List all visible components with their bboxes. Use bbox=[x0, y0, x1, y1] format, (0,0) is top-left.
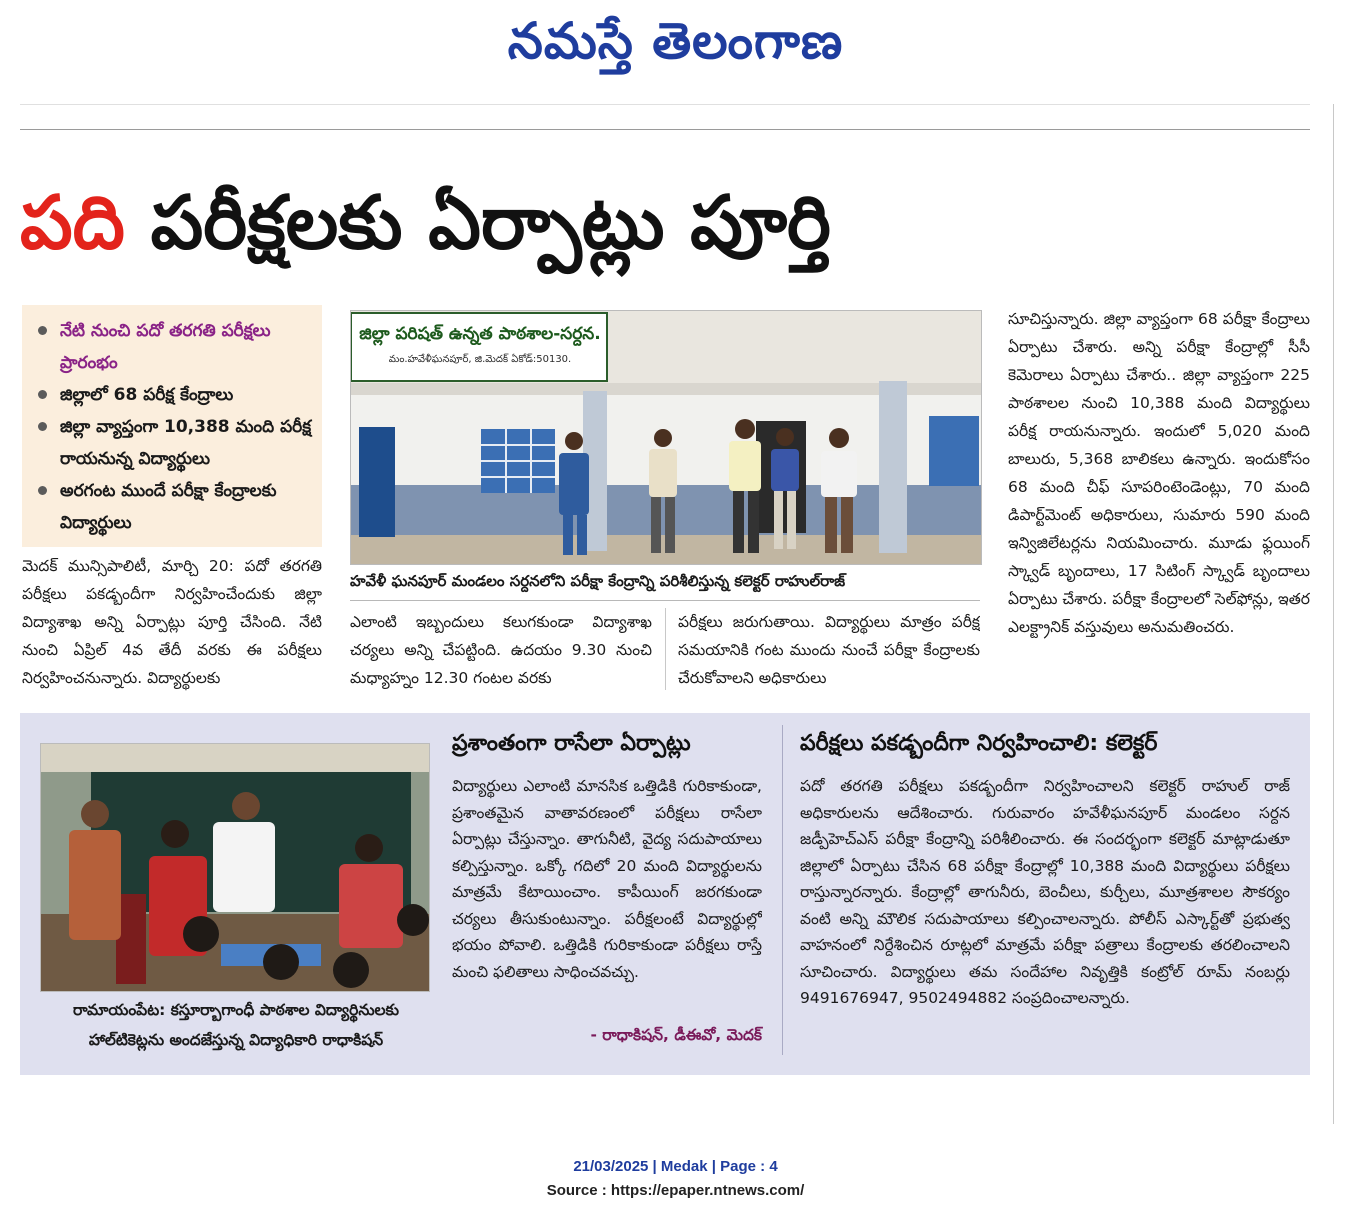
bottom-photo-caption: రామాయంపేట: కస్తూర్బాగాంధీ పాఠశాల విద్యార్థినులకు హాల్‌టికెట్లను అందజేస్తున్న విద్యాధికారి రాధాకిషన్ bbox=[72, 1001, 400, 1049]
page-right-rule bbox=[1333, 104, 1334, 1124]
school-inspection-photo bbox=[350, 310, 982, 565]
box-column-divider bbox=[782, 725, 783, 1055]
highlight-item: జిల్లాలో 68 పరీక్ష కేంద్రాలు bbox=[34, 379, 316, 411]
bullet-icon bbox=[38, 422, 47, 431]
article-column-4: సూచిస్తున్నారు. జిల్లా వ్యాప్తంగా 68 పరీక్షా కేంద్రాలు ఏర్పాటు చేశారు. అన్ని పరీక్షా కేంద్రాల్లో సీసీ కెమెరాలు ఏర్పాటు చేశారు.. జిల్లా వ్యాప్తంగా 225 పాఠశాలల నుంచి 10,388 మంది విద్యార్థులు పరీక్ష రాయనున్నారు. ఇందులో 5,020 మంది బాలురు, 5,368 బాలికలు ఉన్నారు. ఇందుకోసం 68 మంది చీఫ్ సూపరింటెండెంట్లు, 70 మంది డిపార్ట్‌మెంట్ అధికారులు, సుమారు 590 మంది ఇన్విజిలేటర్లను నియమించారు. మూడు ఫ్లయింగ్ స్క్వాడ్ బృందాలు, 17 సిటింగ్ స్క్వాడ్ బృందాలు ఏర్పాటు చేశారు. పరీక్షా కేంద్రాలలో సెల్‌ఫోన్లు, ఇతర ఎలక్ట్రానిక్ వస్తువులు అనుమతించరు. bbox=[1008, 310, 1310, 636]
caption-divider bbox=[350, 600, 980, 601]
quiet-exam-byline: - రాధాకిషన్, డీఈవో, మెదక్ bbox=[590, 1026, 762, 1044]
article-column-2: ఎలాంటి ఇబ్బందులు కలుగకుండా విద్యాశాఖ చర్యలు అన్ని చేపట్టింది. ఉదయం 9.30 నుంచి మధ్యాహ్నం 12.30 గంటల వరకు bbox=[350, 613, 652, 687]
highlight-item: అరగంట ముందే పరీక్షా కేంద్రాలకు విద్యార్థులు bbox=[34, 475, 316, 539]
quiet-exam-text: విద్యార్థులు ఎలాంటి మానసిక ఒత్తిడికి గురికాకుండా, ప్రశాంతమైన వాతావరణంలో పరీక్షలు రాసేలా ఏర్పాట్లు చేస్తున్నాం. తాగునీటి, వైద్య సదుపాయాలు కల్పిస్తున్నాం. ఒక్కో గదిలో 20 మంది విద్యార్థులను మాత్రమే కేటాయించాం. కాపీయింగ్ జరగకుండా చర్యలు తీసుకుంటున్నాం. పరీక్షలంటే విద్యార్థుల్లో భయం పోవాలి. ఒత్తిడికి గురికాకుండా పరీక్షలు రాస్తే మంచి ఫలితాలు సాధించవచ్చు. bbox=[452, 777, 762, 981]
collector-text: పదో తరగతి పరీక్షలు పకడ్బందీగా నిర్వహించాలని కలెక్టర్ రాహుల్ రాజ్ అధికారులను ఆదేశించారు. గురువారం హవేళీఘనపూర్ మండలం సర్దన జడ్పీహెచ్ఎస్ పరీక్షా కేంద్రాన్ని పరిశీలించారు. ఈ సందర్భంగా కలెక్టర్ మాట్లాడుతూ జిల్లాలో ఏర్పాటు చేసిన 68 పరీక్షా కేంద్రాల్లో 10,388 మంది విద్యార్థులు పరీక్షలు రాస్తున్నారన్నారు. కేంద్రాల్లో తాగునీరు, బెంచీలు, కుర్చీలు, మూత్రశాలల సౌకర్యం వంటి అన్ని మౌలిక సదుపాయాలు కల్పించాలన్నారు. పోలీస్ ఎస్కార్ట్‌తో ప్రభుత్వ వాహనంలో నిర్దేశించిన రూట్లలో మాత్రమే పరీక్షా పత్రాలు కేంద్రాలకు తరలించాలని సూచించారు. విద్యార్థులు తమ సందేహాల నివృత్తికి కంట్రోల్ రూమ్ నంబర్లు 9491676947, 9502494882 సంప్రదించాలన్నారు. bbox=[800, 777, 1290, 1007]
article-column-3: పరీక్షలు జరుగుతాయి. విద్యార్థులు మాత్రం పరీక్ష సమయానికి గంట ముందు నుంచే పరీక్షా కేంద్రాలకు చేరుకోవాలని అధికారులు bbox=[678, 613, 980, 687]
headline-top-rule bbox=[20, 129, 1310, 130]
column-divider bbox=[665, 608, 666, 690]
masthead-divider bbox=[20, 104, 1310, 105]
highlight-item: నేటి నుంచి పదో తరగతి పరీక్షలు ప్రారంభం bbox=[34, 315, 316, 379]
hall-ticket-photo bbox=[40, 743, 430, 992]
masthead-logo: నమస్తే తెలంగాణ bbox=[507, 11, 844, 70]
school-banner-subtitle: మం.హవేళీఘనపూర్, జి.మెదక్ ఏకోడ్:50130. bbox=[388, 354, 572, 365]
highlights-box bbox=[22, 305, 322, 547]
collector-heading: పరీక్షలు పకడ్బందీగా నిర్వహించాలి: కలెక్టర్ bbox=[800, 731, 1158, 756]
school-banner-title: జిల్లా పరిషత్ ఉన్నత పాఠశాల-సర్దన. bbox=[359, 324, 601, 344]
bullet-icon bbox=[38, 326, 47, 335]
quiet-exam-heading: ప్రశాంతంగా రాసేలా ఏర్పాట్లు bbox=[452, 731, 691, 756]
footer-source-link[interactable]: Source : https://epaper.ntnews.com/ bbox=[546, 1182, 805, 1199]
top-photo-caption: హవేళీ ఘనపూర్ మండలం సర్దనలోని పరీక్షా కేంద్రాన్ని పరిశీలిస్తున్న కలెక్టర్ రాహుల్‌రాజ్ bbox=[350, 572, 846, 590]
headline bbox=[20, 148, 1310, 298]
article-column-1: మెదక్ మున్సిపాలిటీ, మార్చి 20: పదో తరగతి పరీక్షలు పకడ్బందీగా నిర్వహించేందుకు జిల్లా విద్యాశాఖ అన్ని ఏర్పాట్లు పూర్తి చేసింది. నేటి నుంచి ఏప్రిల్ 4వ తేదీ వరకు ఈ పరీక్షలు నిర్వహించనున్నారు. విద్యార్థులకు bbox=[22, 557, 322, 687]
highlight-item: జిల్లా వ్యాప్తంగా 10,388 మంది పరీక్ష రాయనున్న విద్యార్థులు bbox=[34, 411, 316, 475]
headline-red: పది bbox=[20, 180, 125, 266]
bullet-icon bbox=[38, 390, 47, 399]
headline-black: పరీక్షలకు ఏర్పాట్లు పూర్తి bbox=[150, 180, 831, 266]
bullet-icon bbox=[38, 486, 47, 495]
footer-date-page: 21/03/2025 | Medak | Page : 4 bbox=[573, 1158, 778, 1175]
